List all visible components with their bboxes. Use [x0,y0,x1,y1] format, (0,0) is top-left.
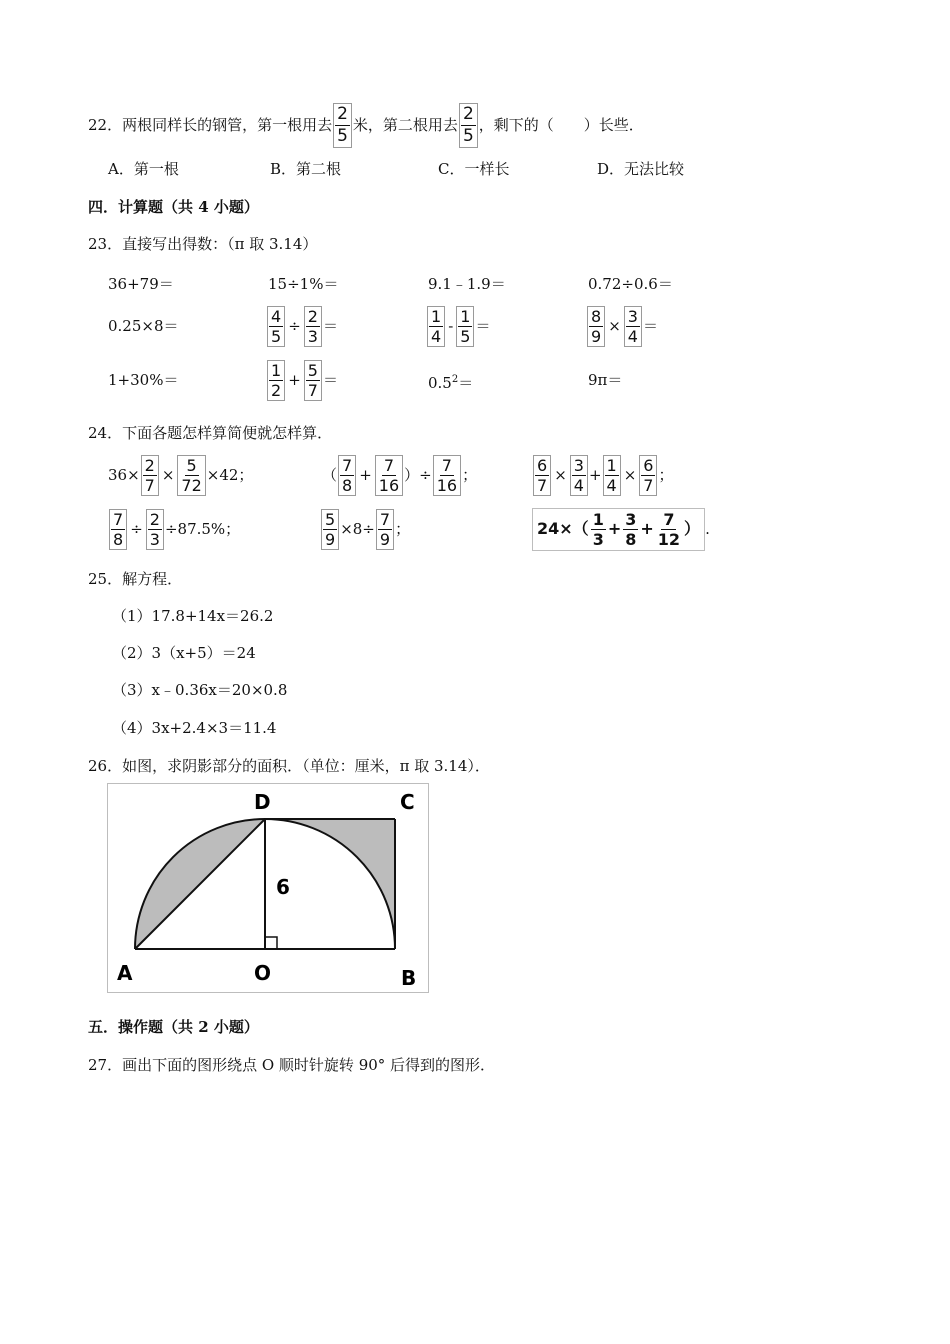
q23-item: 0.25×8＝ [108,317,179,335]
q23-item: $0.5^2=$ [428,374,474,392]
question-25-title: 25．解方程． [88,570,183,588]
question-23-title: 23．直接写出得数：（π 取 3.14） [88,235,318,253]
section-5-heading: 五．操作题（共 2 小题） [88,1018,259,1036]
label-c: C [400,790,415,814]
fraction: $\frac{8}{9}$ [587,306,605,347]
fraction: $\frac{2}{5}$ [459,103,478,148]
fraction: $\frac{7}{12}$ [657,509,681,549]
fraction: $\frac{3}{8}$ [625,509,637,549]
fraction: $\frac{3}{4}$ [624,306,642,347]
q23-item: $\frac{1}{4}$ - $\frac{1}{5}$ ＝ [426,303,490,349]
question-26-title: 26．如图，求阴影部分的面积．（单位：厘米，π 取 3.14）． [88,757,490,775]
bracket-expression: 24×（ $\frac{1}{3}$ + $\frac{3}{8}$ + $\frac{7}{12}$ ） [532,508,705,551]
fraction: $\frac{6}{7}$ [639,455,657,496]
label-height: 6 [276,875,290,899]
equation-item: （1）17.8+14x＝26.2 [112,607,274,625]
fraction: $\frac{5}{72}$ [177,455,205,496]
fraction: $\frac{1}{5}$ [456,306,474,347]
section-4-heading: 四．计算题（共 4 小题） [88,198,259,216]
q23-item: 9.1﹣1.9＝ [428,275,506,293]
equation-item: （3）x﹣0.36x＝20×0.8 [112,681,288,699]
equation-item: （2）3（x+5）＝24 [112,644,256,662]
q24-expression: 24×（ $\frac{1}{3}$ + $\frac{3}{8}$ + $\frac{7}{12}$ ） . [532,505,710,553]
label-o: O [254,961,272,985]
q23-item: $\frac{1}{2}$ + $\frac{5}{7}$ ＝ [266,357,338,403]
option-d[interactable]: D．无法比较 [597,160,685,178]
fraction: $\frac{7}{16}$ [433,455,461,496]
fraction: $\frac{2}{7}$ [141,455,159,496]
q24-expression: $\frac{5}{9}$ ×8÷ $\frac{7}{9}$ ； [320,505,410,553]
semicircle-diagram [108,784,428,992]
q23-item: $\frac{8}{9}$ × $\frac{3}{4}$ ＝ [586,303,658,349]
q23-item: 9π＝ [588,371,623,389]
q23-item: 0.72÷0.6＝ [588,275,673,293]
label-a: A [117,961,133,985]
q23-item: $\frac{4}{5}$ ÷ $\frac{2}{3}$ ＝ [266,303,338,349]
equation-item: （4）3x+2.4×3＝11.4 [112,719,277,737]
fraction: $\frac{4}{5}$ [267,306,285,347]
fraction: $\frac{3}{4}$ [570,455,588,496]
fraction: $\frac{7}{16}$ [375,455,403,496]
fraction: $\frac{1}{3}$ [592,509,604,549]
q22-text-b: 米，第二根用去 [352,116,458,134]
option-a[interactable]: A．第一根 [108,160,179,178]
label-d: D [254,790,271,814]
fraction: $\frac{2}{3}$ [304,306,322,347]
option-b[interactable]: B．第二根 [270,160,342,178]
fraction: $\frac{1}{4}$ [603,455,621,496]
q22-text-c: ，剩下的（ ）长些． [478,116,644,134]
fraction: $\frac{7}{8}$ [338,455,356,496]
fraction: $\frac{6}{7}$ [533,455,551,496]
fraction: $\frac{5}{7}$ [304,360,322,401]
option-c[interactable]: C．一样长 [438,160,510,178]
fraction: $\frac{7}{9}$ [376,509,394,550]
q23-item: 36+79＝ [108,275,174,293]
right-angle-mark [265,937,277,949]
question-24-title: 24．下面各题怎样算简便就怎样算． [88,424,333,442]
geometry-figure [107,783,429,993]
q24-expression: $\frac{6}{7}$ × $\frac{3}{4}$ + $\frac{1}{4}$ × $\frac{6}{7}$ ； [532,451,674,499]
fraction: $\frac{7}{8}$ [109,509,127,550]
fraction: $\frac{5}{9}$ [321,509,339,550]
fraction: $\frac{2}{5}$ [333,103,352,148]
question-27-title: 27．画出下面的图形绕点 O 顺时针旋转 90° 后得到的图形． [88,1056,496,1074]
q23-item: 1+30%＝ [108,371,179,389]
fraction: $\frac{1}{2}$ [267,360,285,401]
fraction: $\frac{2}{3}$ [146,509,164,550]
label-b: B [401,966,417,990]
q24-expression: （ $\frac{7}{8}$ + $\frac{7}{16}$ ）÷ $\frac{7}{16}$ ； [322,455,478,495]
q24-expression: 36× $\frac{2}{7}$ × $\frac{5}{72}$ ×42； [108,455,254,495]
q23-item: 15÷1%＝ [268,275,339,293]
q24-expression: $\frac{7}{8}$ ÷ $\frac{2}{3}$ ÷87.5%； [108,505,240,553]
question-22 [88,102,644,148]
q22-text-a: 22．两根同样长的钢管，第一根用去 [88,116,333,134]
fraction: $\frac{1}{4}$ [427,306,445,347]
